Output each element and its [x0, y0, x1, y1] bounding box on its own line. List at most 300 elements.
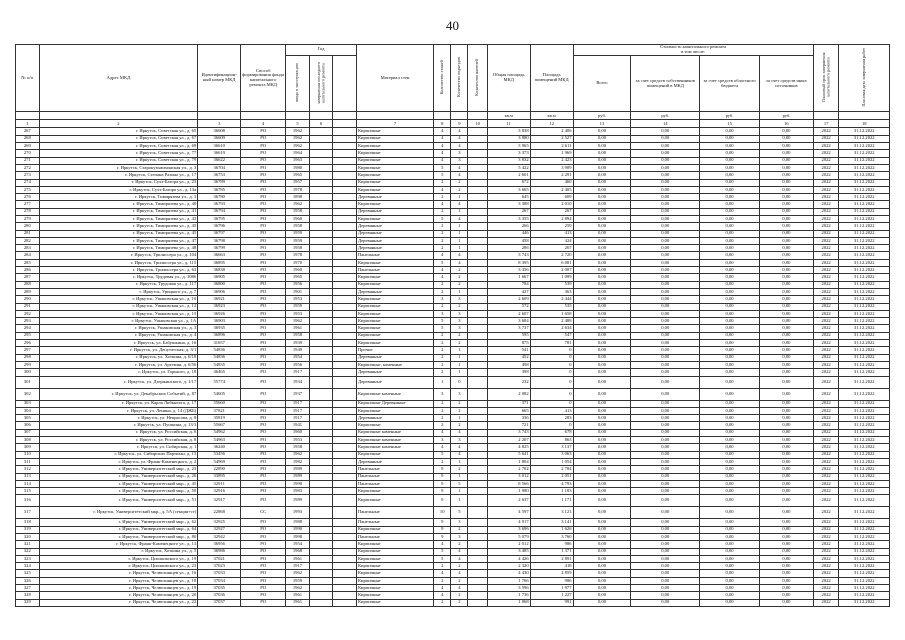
row-cost-owners: 0,00 — [631, 208, 700, 215]
row-address: г. Иркутск, Университетский мкр., д. 62 — [39, 519, 198, 526]
row-residents — [468, 422, 487, 429]
row-living-area: 2 527 — [530, 135, 573, 142]
row-id: 36622 — [198, 157, 241, 164]
row-total-area: 672 — [487, 179, 530, 186]
row-address: г. Иркутск, ул. Некрасова, д. 8 — [39, 415, 198, 422]
row-address: г. Иркутск, ул. Хоткина, д. 6/18 — [39, 354, 198, 361]
row-year-extra — [333, 488, 357, 495]
row-number: 297 — [16, 347, 40, 354]
row-method: РО — [241, 577, 286, 584]
row-year-built: 1990 — [286, 480, 310, 487]
row-residents — [468, 563, 487, 570]
row-address: г. Иркутск, ул. Сибирская, д. 1 — [39, 444, 198, 451]
row-year-extra — [333, 407, 357, 414]
capital-repair-table — [15, 44, 890, 607]
row-cost-other: 0,00 — [760, 259, 814, 266]
row-cost-total: 0,00 — [573, 422, 631, 429]
row-id: 36797 — [198, 230, 241, 237]
row-year-extra — [333, 179, 357, 186]
table-row — [16, 164, 890, 171]
row-year-renov — [309, 194, 333, 201]
row-floors: 2 — [434, 415, 451, 422]
row-year-renov — [309, 245, 333, 252]
row-cost-total: 0,00 — [573, 223, 631, 230]
row-residents — [468, 599, 487, 606]
row-year-built: 1962 — [286, 143, 310, 150]
row-year-built: 1917 — [286, 369, 310, 376]
row-material: Кирпичные — [356, 340, 433, 347]
row-cost-owners: 0,00 — [631, 526, 700, 533]
row-cost-other: 0,00 — [760, 201, 814, 208]
row-planned-date: 31.12.2022 — [839, 354, 890, 361]
row-planned-year: 2022 — [813, 507, 839, 519]
row-year-renov — [309, 179, 333, 186]
row-cost-total: 0,00 — [573, 288, 631, 295]
row-cost-total: 0,00 — [573, 541, 631, 548]
row-residents — [468, 245, 487, 252]
row-number: 271 — [16, 157, 40, 164]
row-id: 31657 — [198, 340, 241, 347]
row-year-extra — [333, 216, 357, 223]
row-year-built: 1961 — [286, 592, 310, 599]
row-residents — [468, 376, 487, 388]
row-cost-owners: 0,00 — [631, 274, 700, 281]
row-total-area: 232 — [487, 376, 530, 388]
row-residents — [468, 429, 487, 436]
table-row — [16, 288, 890, 295]
row-entrances: 2 — [451, 563, 468, 570]
row-year-built: 1989 — [286, 466, 310, 473]
row-address: г. Иркутск, Тимирязева ул., д. 48 — [39, 245, 198, 252]
row-year-renov — [309, 577, 333, 584]
row-planned-date: 31.12.2022 — [839, 325, 890, 332]
row-floors: 2 — [434, 237, 451, 244]
row-cost-total: 0,00 — [573, 216, 631, 223]
row-number: 282 — [16, 237, 40, 244]
row-year-renov — [309, 281, 333, 288]
row-planned-date: 31.12.2022 — [839, 415, 890, 422]
row-method: РО — [241, 325, 286, 332]
row-material: Прочие — [356, 347, 433, 354]
row-number: 312 — [16, 466, 40, 473]
row-planned-date: 31.12.2022 — [839, 495, 890, 507]
row-cost-total: 0,00 — [573, 458, 631, 465]
row-id: 55660 — [198, 400, 241, 407]
row-floors: 4 — [434, 135, 451, 142]
row-floors: 9 — [434, 533, 451, 540]
row-address: г. Иркутск, Ушаковская ул., д. 1А — [39, 318, 198, 325]
row-id: 32927 — [198, 526, 241, 533]
row-year-renov — [309, 407, 333, 414]
row-planned-date: 31.12.2022 — [839, 422, 890, 429]
row-year-extra — [333, 444, 357, 451]
row-residents — [468, 172, 487, 179]
row-cost-other: 0,00 — [760, 466, 814, 473]
row-living-area: 0 — [530, 400, 573, 407]
row-id: 37037 — [198, 599, 241, 606]
row-method: РО — [241, 288, 286, 295]
row-residents — [468, 548, 487, 555]
row-id: 54963 — [198, 437, 241, 444]
row-method: СС — [241, 507, 286, 519]
row-residents — [468, 143, 487, 150]
row-year-built: 1917 — [286, 563, 310, 570]
row-cost-regional: 0,00 — [700, 466, 760, 473]
row-method: РО — [241, 135, 286, 142]
table-row — [16, 422, 890, 429]
row-cost-total: 0,00 — [573, 230, 631, 237]
row-id: 36663 — [198, 252, 241, 259]
row-id: 36895 — [198, 259, 241, 266]
table-row — [16, 179, 890, 186]
row-total-area: 266 — [487, 223, 530, 230]
row-cost-regional: 0,00 — [700, 157, 760, 164]
row-year-built: 1960 — [286, 216, 310, 223]
row-cost-other: 0,00 — [760, 369, 814, 376]
row-cost-total: 0,00 — [573, 429, 631, 436]
row-planned-date: 31.12.2022 — [839, 303, 890, 310]
row-year-built: 1898 — [286, 194, 310, 201]
row-number: 305 — [16, 415, 40, 422]
row-entrances: 4 — [451, 164, 468, 171]
row-address: г. Иркутск, ул. Карла Либкнехта, д. 17 — [39, 400, 198, 407]
row-year-renov — [309, 388, 333, 400]
row-planned-year: 2022 — [813, 466, 839, 473]
table-row — [16, 548, 890, 555]
row-year-extra — [333, 466, 357, 473]
row-cost-regional: 0,00 — [700, 325, 760, 332]
row-residents — [468, 555, 487, 562]
row-living-area: 1 183 — [530, 488, 573, 495]
row-living-area: 2 611 — [530, 143, 573, 150]
row-residents — [468, 237, 487, 244]
row-living-area: 363 — [530, 288, 573, 295]
row-entrances: 3 — [451, 310, 468, 317]
row-total-area: 1 068 — [487, 599, 530, 606]
row-number: 317 — [16, 507, 40, 519]
row-entrances: 1 — [451, 361, 468, 368]
row-year-built: 1959 — [286, 577, 310, 584]
table-row — [16, 577, 890, 584]
row-total-area: 2 609 — [487, 296, 530, 303]
row-planned-date: 31.12.2022 — [839, 128, 890, 135]
row-material: Кирпичные — [356, 422, 433, 429]
row-living-area: 986 — [530, 541, 573, 548]
table-row — [16, 458, 890, 465]
row-total-area: 3 838 — [487, 128, 530, 135]
row-id: 36793 — [198, 201, 241, 208]
row-cost-regional: 0,00 — [700, 388, 760, 400]
table-row — [16, 376, 890, 388]
row-address: г. Иркутск, Университетский мкр., д. 50 — [39, 488, 198, 495]
row-cost-total: 0,00 — [573, 444, 631, 451]
row-planned-year: 2022 — [813, 369, 839, 376]
row-total-area: 3 737 — [487, 325, 530, 332]
row-cost-other: 0,00 — [760, 281, 814, 288]
row-year-renov — [309, 548, 333, 555]
row-address: г. Иркутск, Трилиссера ул., д. 63 — [39, 267, 198, 274]
row-cost-regional: 0,00 — [700, 451, 760, 458]
row-cost-total: 0,00 — [573, 274, 631, 281]
row-floors: 4 — [434, 252, 451, 259]
row-material: Кирпичные — [356, 296, 433, 303]
row-method: РО — [241, 143, 286, 150]
row-planned-year: 2022 — [813, 480, 839, 487]
row-floors: 2 — [434, 208, 451, 215]
row-year-renov — [309, 128, 333, 135]
row-number: 273 — [16, 172, 40, 179]
row-year-built: 1954 — [286, 354, 310, 361]
row-cost-regional: 0,00 — [700, 201, 760, 208]
row-year-renov — [309, 361, 333, 368]
row-floors: 9 — [434, 519, 451, 526]
row-planned-date: 31.12.2022 — [839, 288, 890, 295]
row-cost-total: 0,00 — [573, 354, 631, 361]
row-year-built: 1988 — [286, 519, 310, 526]
row-living-area: 0 — [530, 376, 573, 388]
table-row — [16, 310, 890, 317]
row-floors: 4 — [434, 541, 451, 548]
row-material: Деревянные — [356, 458, 433, 465]
row-living-area: 986 — [530, 577, 573, 584]
row-living-area: 3 760 — [530, 533, 573, 540]
row-floors: 2 — [434, 332, 451, 339]
row-material: Кирпичные каменные — [356, 388, 433, 400]
row-id: 32911 — [198, 480, 241, 487]
row-method: РО — [241, 376, 286, 388]
column-number: 16 — [760, 120, 814, 128]
row-entrances: 4 — [451, 143, 468, 150]
row-material: Кирпичные — [356, 274, 433, 281]
row-year-extra — [333, 548, 357, 555]
row-planned-date: 31.12.2022 — [839, 201, 890, 208]
row-cost-other: 0,00 — [760, 347, 814, 354]
row-entrances: 1 — [451, 354, 468, 361]
row-total-area: 1 804 — [487, 458, 530, 465]
row-entrances: 4 — [451, 429, 468, 436]
row-floors: 2 — [434, 361, 451, 368]
table-row — [16, 563, 890, 570]
row-floors: 5 — [434, 325, 451, 332]
row-cost-other: 0,00 — [760, 437, 814, 444]
row-cost-owners: 0,00 — [631, 437, 700, 444]
row-floors: 2 — [434, 400, 451, 407]
row-address: г. Иркутск, ул. Артемия, д. 6/56 — [39, 361, 198, 368]
row-entrances: 4 — [451, 451, 468, 458]
row-planned-date: 31.12.2022 — [839, 400, 890, 407]
row-material: Кирпичные — [356, 216, 433, 223]
row-planned-date: 31.12.2022 — [839, 172, 890, 179]
row-cost-owners: 0,00 — [631, 281, 700, 288]
row-year-built: 1965 — [286, 274, 310, 281]
row-method: РО — [241, 223, 286, 230]
row-year-renov — [309, 252, 333, 259]
row-number: 302 — [16, 388, 40, 400]
row-cost-total: 0,00 — [573, 592, 631, 599]
row-cost-total: 0,00 — [573, 451, 631, 458]
table-row — [16, 519, 890, 526]
row-planned-year: 2022 — [813, 473, 839, 480]
row-residents — [468, 400, 487, 407]
row-entrances: 1 — [451, 230, 468, 237]
row-year-renov — [309, 267, 333, 274]
row-id: 55667 — [198, 422, 241, 429]
row-entrances: 3 — [451, 519, 468, 526]
row-cost-regional: 0,00 — [700, 495, 760, 507]
row-planned-year: 2022 — [813, 599, 839, 606]
row-year-renov — [309, 208, 333, 215]
row-living-area: 547 — [530, 332, 573, 339]
row-year-renov — [309, 570, 333, 577]
row-year-renov — [309, 310, 333, 317]
row-cost-owners: 0,00 — [631, 223, 700, 230]
row-total-area: 541 — [487, 347, 530, 354]
row-address: г. Иркутск, Циолковского ул., д. 19 — [39, 555, 198, 562]
row-year-built: 1939 — [286, 340, 310, 347]
row-floors: 2 — [434, 577, 451, 584]
row-living-area: 267 — [530, 208, 573, 215]
row-year-built: 1958 — [286, 223, 310, 230]
row-planned-year: 2022 — [813, 354, 839, 361]
row-cost-other: 0,00 — [760, 194, 814, 201]
row-cost-total: 0,00 — [573, 407, 631, 414]
row-address: г. Иркутск, Советская ул., д. 77 — [39, 150, 198, 157]
row-planned-year: 2022 — [813, 259, 839, 266]
row-method: РО — [241, 495, 286, 507]
row-year-renov — [309, 143, 333, 150]
row-cost-other: 0,00 — [760, 458, 814, 465]
row-year-built: 1962 — [286, 128, 310, 135]
row-entrances: 2 — [451, 407, 468, 414]
row-planned-year: 2022 — [813, 179, 839, 186]
row-cost-total: 0,00 — [573, 369, 631, 376]
row-year-renov — [309, 533, 333, 540]
row-cost-regional: 0,00 — [700, 143, 760, 150]
row-cost-regional: 0,00 — [700, 128, 760, 135]
row-cost-regional: 0,00 — [700, 186, 760, 193]
row-year-renov — [309, 318, 333, 325]
row-year-renov — [309, 599, 333, 606]
row-method: РО — [241, 555, 286, 562]
row-method: РО — [241, 347, 286, 354]
row-total-area: 2 207 — [487, 437, 530, 444]
row-living-area: 3 137 — [530, 444, 573, 451]
row-year-renov — [309, 429, 333, 436]
unit-rub-2: руб. — [631, 112, 700, 120]
row-living-area: 267 — [530, 245, 573, 252]
row-total-area: 3 373 — [487, 150, 530, 157]
column-number: 5 — [286, 120, 310, 128]
row-address: г. Иркутск, Трудовая ул., д. 117 — [39, 281, 198, 288]
row-total-area: 458 — [487, 237, 530, 244]
row-number: 278 — [16, 208, 40, 215]
row-year-extra — [333, 267, 357, 274]
row-id: 36780 — [198, 194, 241, 201]
row-method: РО — [241, 150, 286, 157]
row-entrances: 1 — [451, 415, 468, 422]
row-total-area: 3 596 — [487, 585, 530, 592]
row-cost-total: 0,00 — [573, 281, 631, 288]
row-cost-regional: 0,00 — [700, 274, 760, 281]
row-planned-date: 31.12.2022 — [839, 216, 890, 223]
row-cost-owners: 0,00 — [631, 480, 700, 487]
row-year-renov — [309, 259, 333, 266]
row-address: г. Иркутск, Советская ул., д. 69 — [39, 143, 198, 150]
row-id: 32925 — [198, 519, 241, 526]
row-entrances: 3 — [451, 150, 468, 157]
row-cost-regional: 0,00 — [700, 216, 760, 223]
row-cost-owners: 0,00 — [631, 245, 700, 252]
row-cost-total: 0,00 — [573, 252, 631, 259]
row-method: РО — [241, 281, 286, 288]
row-floors: 2 — [434, 245, 451, 252]
row-residents — [468, 451, 487, 458]
row-planned-year: 2022 — [813, 407, 839, 414]
row-material: Панельные — [356, 519, 433, 526]
row-planned-date: 31.12.2022 — [839, 267, 890, 274]
row-cost-regional: 0,00 — [700, 519, 760, 526]
row-method: РО — [241, 186, 286, 193]
row-cost-total: 0,00 — [573, 259, 631, 266]
row-planned-date: 31.12.2022 — [839, 237, 890, 244]
row-residents — [468, 541, 487, 548]
row-entrances: 2 — [451, 592, 468, 599]
row-entrances: 4 — [451, 570, 468, 577]
row-address: г. Иркутск, Советская ул., д. 65 — [39, 128, 198, 135]
row-cost-total: 0,00 — [573, 310, 631, 317]
row-total-area: 2 601 — [487, 172, 530, 179]
row-total-area: 4 430 — [487, 570, 530, 577]
row-method: РО — [241, 303, 286, 310]
row-cost-other: 0,00 — [760, 318, 814, 325]
row-year-extra — [333, 495, 357, 507]
row-entrances: 3 — [451, 318, 468, 325]
row-cost-total: 0,00 — [573, 570, 631, 577]
row-material: Деревянные — [356, 237, 433, 244]
row-year-built: 1978 — [286, 252, 310, 259]
row-planned-date: 31.12.2022 — [839, 577, 890, 584]
row-floors: 9 — [434, 488, 451, 495]
row-cost-total: 0,00 — [573, 473, 631, 480]
row-material: Кирпичные — [356, 186, 433, 193]
row-number: 327 — [16, 585, 40, 592]
header-num: № п/п — [16, 45, 40, 112]
table-row — [16, 318, 890, 325]
row-year-extra — [333, 555, 357, 562]
row-method: РО — [241, 585, 286, 592]
row-cost-total: 0,00 — [573, 466, 631, 473]
unit-rub-3: руб. — [700, 112, 760, 120]
row-entrances: 1 — [451, 194, 468, 201]
row-year-extra — [333, 451, 357, 458]
header-total: Всего — [573, 55, 631, 112]
header-planned-date: Плановая дата завершения работ — [839, 45, 890, 112]
row-year-extra — [333, 361, 357, 368]
row-cost-other: 0,00 — [760, 473, 814, 480]
row-year-built: 1901 — [286, 288, 310, 295]
row-residents — [468, 201, 487, 208]
row-year-renov — [309, 400, 333, 407]
row-address: г. Иркутск, Тимирязева ул., д. 43 — [39, 216, 198, 223]
row-floors: 4 — [434, 267, 451, 274]
row-year-renov — [309, 458, 333, 465]
row-planned-year: 2022 — [813, 376, 839, 388]
row-year-extra — [333, 332, 357, 339]
row-method: РО — [241, 340, 286, 347]
row-floors: 4 — [434, 128, 451, 135]
row-year-extra — [333, 245, 357, 252]
row-id: 37035 — [198, 585, 241, 592]
